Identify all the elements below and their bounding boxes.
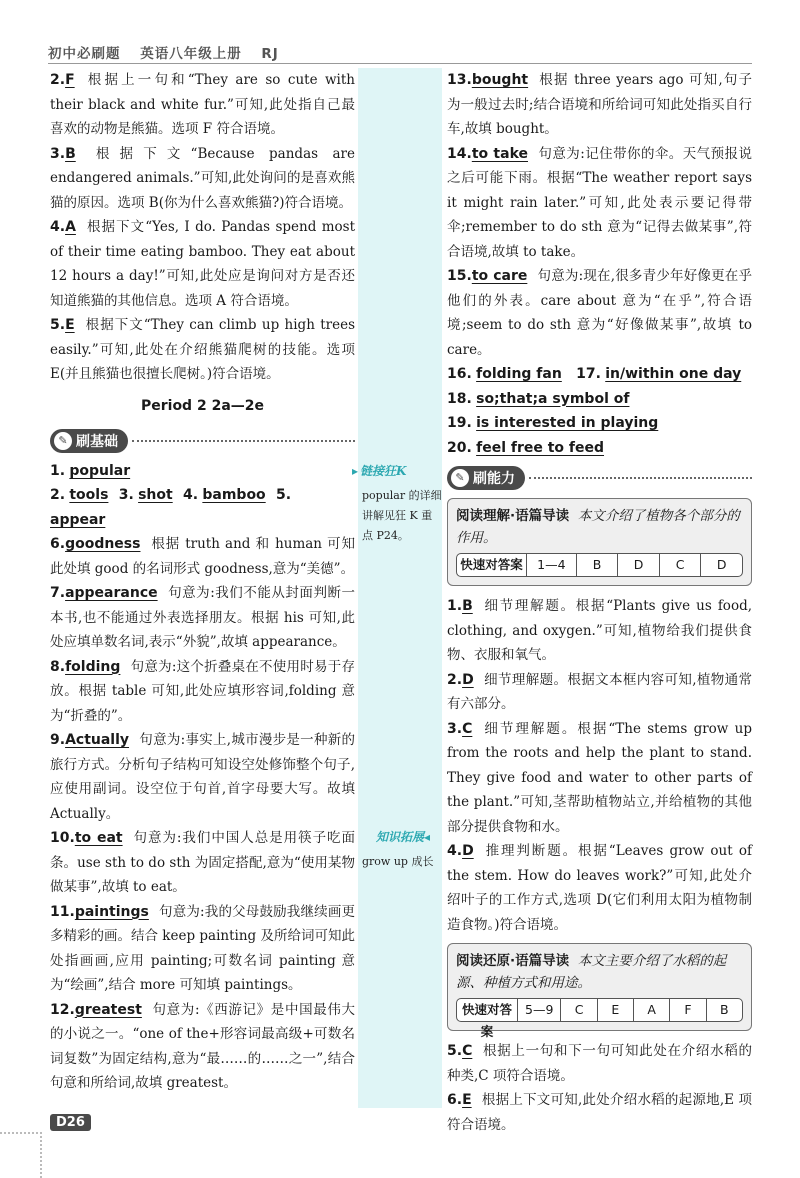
question-number: 3. [50, 145, 66, 162]
explanation-text: 根据上一句和“They are so cute with their black and white fur.”可知,此处指自己最喜欢的动物是熊猫。选项 F 符合语境。 [50, 72, 355, 137]
answer-text: D [462, 843, 474, 859]
question-number: 7. [50, 585, 66, 601]
margin-tag-link [352, 462, 406, 479]
answer-text: tools [69, 487, 109, 503]
guide-description: 本文介绍了植物各个部分的作用。 [456, 508, 740, 546]
quick-answer-range: 5—9 [517, 999, 560, 1021]
dotted-rule [132, 440, 355, 442]
answer-text: popular [69, 462, 131, 479]
question-number: 10. [50, 830, 75, 846]
answer-text: folding fan [476, 366, 562, 382]
quick-answer-table [456, 553, 743, 577]
explanation-text: 句意为:我们不能从封面判断一本书,也不能通过外表选择朋友。根据 his 可知,此处应填单数名词,表示“外貌”,故填 appearance。 [50, 585, 355, 650]
guide-title: 阅读理解 [456, 508, 510, 524]
answer-text: bought [471, 72, 529, 88]
guide-title: 阅读还原 [456, 953, 510, 969]
explanation-text: 细节理解题。根据“Plants give us food, clothing, and oxygen.”可知,植物给我们提供食物、衣服和氧气。 [447, 598, 752, 663]
guide-label: ·语篇导读 [510, 508, 570, 524]
quick-answer-label: 快速对答案 [460, 557, 523, 572]
answer-text: bamboo [202, 487, 266, 503]
explanation-text: 句意为:记住带你的伞。天气预报说之后可能下雨。根据“The weather report says it might rain later.”可知,此处表示要记得带伞;remember to do sth 意为“记得去做某事”,符合语境,故填 to take。 [447, 145, 752, 260]
explanation-text: 根据下文“Because pandas are endangered animals.”可知,此处询问的是喜欢熊猫的原因。选项 B(你为什么喜欢熊猫?)符合语境。 [50, 145, 355, 211]
left-column [50, 68, 355, 1096]
answer-text: B [65, 145, 76, 162]
running-header [48, 42, 293, 62]
answer-item [447, 717, 752, 840]
header-divider [48, 63, 752, 64]
quick-answer-cell: C [560, 999, 596, 1021]
answer-text: greatest [74, 1001, 142, 1018]
explanation-text: 根据下文“They can climb up high trees easily.”可知,此处在介绍熊猫爬树的技能。选项 E(并且熊猫也很擅长爬树。)符合语境。 [50, 317, 355, 382]
answer-text: to care [471, 268, 528, 284]
triangle-pointer-icon: ◂ [424, 830, 431, 844]
question-number: 20. [447, 439, 472, 456]
answer-row [50, 483, 355, 532]
quick-answer-label: 快速对答案 [462, 1002, 513, 1039]
answer-item [447, 668, 752, 717]
answer-text: E [462, 1092, 472, 1108]
question-number: 13. [447, 72, 472, 88]
answer-text: in/within one day [605, 366, 742, 382]
answer-text: Actually [65, 732, 130, 748]
answer-item [50, 142, 355, 216]
margin-tag-text: 知识拓展 [376, 830, 425, 844]
question-number: 18. [447, 390, 472, 407]
answer-text: goodness [65, 536, 141, 552]
section-header-ability [447, 464, 752, 492]
answer-item [447, 594, 752, 668]
quick-answer-cell: A [633, 999, 669, 1021]
question-number: 5. [447, 1043, 463, 1059]
edition-label: RJ [261, 46, 279, 62]
question-number: 5. [275, 487, 292, 503]
explanation-text: 根据上下文可知,此处介绍水稻的起源地,E 项符合语境。 [447, 1092, 752, 1133]
answer-text: to eat [74, 830, 123, 846]
explanation-text: 句意为:《西游记》是中国最伟大的小说之一。“one of the+形容词最高级+可数名词复数”为固定结构,意为“最……的……之一”,结合句意和所给词,故填 greatest。 [50, 1001, 355, 1091]
subject-title: 英语八年级上册 [140, 46, 242, 62]
answer-text: feel free to feed [476, 439, 605, 456]
answer-text: E [65, 317, 75, 333]
quick-answer-cell: D [617, 554, 659, 576]
quick-answer-cell: B [706, 999, 742, 1021]
quick-answer-table [456, 998, 743, 1039]
explanation-text: 根据上一句和下一句可知此处在介绍水稻的种类,C 项符合语境。 [447, 1043, 752, 1084]
explanation-text: 根据 truth and 和 human 可知此处填 good 的名词形式 goodness,意为“美德”。 [50, 536, 355, 577]
brush-icon: ✎ [451, 469, 469, 487]
explanation-text: 细节理解题。根据“The stems grow up from the roots and help the plant to stand. They give food and water to other parts of the plant.”可知,茎帮助植物站立,并给植物的其他部分提供食物和水。 [447, 720, 752, 835]
quick-answer-cell: D [700, 554, 742, 576]
explanation-text: 推理判断题。根据“Leaves grow out of the stem. How do leaves work?”可知,此处介绍叶子的工作方式,选项 D(它们利用太阳为植物制造食物。)符合语境。 [447, 843, 752, 933]
answer-item [447, 142, 752, 265]
question-number: 15. [447, 268, 472, 284]
section-title: 刷基础 [76, 433, 118, 450]
question-number: 1. [447, 598, 463, 614]
answer-text: is interested in playing [476, 415, 659, 431]
margin-notes [352, 68, 442, 1108]
answer-row [447, 411, 752, 436]
answer-text: F [65, 72, 75, 88]
reading-guide-box [447, 943, 752, 1039]
answer-item [50, 532, 355, 581]
question-number: 4. [447, 843, 463, 859]
answer-row [447, 362, 752, 387]
section-title: 刷能力 [473, 471, 515, 487]
decorative-dots [0, 1132, 42, 1134]
question-number: 4. [50, 219, 66, 235]
explanation-text: 根据 three years ago 可知,句子为一般过去时;结合语境和所给词可知此处指买自行车,故填 bought。 [447, 72, 752, 137]
answer-item [50, 900, 355, 998]
margin-note: popular 的详细讲解见狂 K 重点 P24。 [362, 489, 442, 542]
answer-item [50, 68, 355, 142]
question-number: 3. [447, 720, 463, 737]
brush-icon: ✎ [54, 432, 72, 450]
decorative-dots [40, 1132, 42, 1178]
question-number: 1. [50, 462, 66, 479]
question-number: 16. [447, 366, 472, 382]
answer-text: D [462, 671, 474, 688]
answer-item [50, 998, 355, 1096]
answer-text: shot [138, 487, 173, 503]
question-number: 2. [50, 487, 66, 503]
quick-answer-cell: E [597, 999, 633, 1021]
question-number: 2. [50, 72, 66, 88]
quick-answer-range: 1—4 [526, 554, 576, 576]
answer-item [447, 264, 752, 362]
question-number: 12. [50, 1001, 75, 1018]
question-number: 3. [118, 487, 134, 503]
period-heading: Period 2 2a—2e [140, 397, 264, 414]
question-number: 6. [447, 1092, 463, 1108]
answer-text: so;that;a symbol of [476, 390, 630, 407]
answer-text: C [462, 720, 473, 737]
question-number: 2. [447, 671, 463, 688]
section-header-basic [50, 427, 355, 455]
right-column [447, 68, 752, 1137]
answer-text: to take [471, 145, 528, 162]
explanation-text: 句意为:我的父母鼓励我继续画更多精彩的画。结合 keep painting 及所给词可知此处指画画,应用 painting;可数名词 painting 意为“绘画”,结合 more 可知填 paintings。 [50, 903, 355, 993]
explanation-text: 句意为:现在,很多青少年好像更在乎他们的外表。care about 意为“在乎”,符合语境;seem to do sth 意为“好像做某事”,故填 to care。 [447, 268, 752, 358]
quick-answer-cell: B [576, 554, 618, 576]
answer-row [50, 459, 355, 484]
answer-text: paintings [74, 903, 149, 920]
question-number: 17. [576, 366, 601, 382]
answer-item [447, 1039, 752, 1088]
answer-item [50, 581, 355, 655]
explanation-text: 细节理解题。根据文本框内容可知,植物通常有六部分。 [447, 671, 752, 712]
answer-item [50, 215, 355, 313]
question-number: 11. [50, 903, 75, 920]
page-number: D26 [50, 1114, 91, 1131]
quick-answer-cell: C [659, 554, 701, 576]
answer-row [447, 387, 752, 412]
question-number: 19. [447, 415, 472, 431]
margin-note: grow up 成长 [362, 855, 434, 868]
answer-text: appear [50, 511, 106, 528]
explanation-text: 句意为:事实上,城市漫步是一种新的旅行方式。分析句子结构可知设空处修饰整个句子,应使用副词。设空位于句首,首字母要大写。故填 Actually。 [50, 732, 355, 822]
dotted-rule [529, 477, 752, 479]
answer-row [447, 436, 752, 461]
answer-text: appearance [65, 585, 158, 601]
margin-tag-extend [376, 828, 432, 845]
question-number: 6. [50, 536, 66, 552]
answer-text: B [462, 598, 473, 614]
answer-item [50, 826, 355, 900]
explanation-text: 句意为:我们中国人总是用筷子吃面条。use sth to do sth 为固定搭配,意为“使用某物做某事”,故填 to eat。 [50, 830, 355, 895]
reading-guide-box [447, 498, 752, 586]
answer-item [447, 1088, 752, 1137]
guide-description: 本文主要介绍了水稻的起源、种植方式和用途。 [456, 953, 727, 991]
question-number: 9. [50, 732, 66, 748]
answer-item [447, 68, 752, 142]
section-badge [50, 429, 128, 453]
answer-text: A [65, 219, 76, 235]
section-badge [447, 466, 525, 490]
explanation-text: 根据下文“Yes, I do. Pandas spend most of their time eating bamboo. They eat about 12 hours a day!”可知,此处应是询问对方是否还知道熊猫的其他信息。选项 A 符合语境。 [50, 219, 355, 309]
explanation-text: 句意为:这个折叠桌在不使用时易于存放。根据 table 可知,此处应填形容词,folding 意为“折叠的”。 [50, 658, 355, 724]
question-number: 4. [183, 487, 199, 503]
answer-item [447, 839, 752, 937]
answer-item [50, 313, 355, 387]
answer-item [50, 655, 355, 729]
guide-text [456, 505, 743, 549]
margin-tag-text: 链接狂K [360, 464, 407, 478]
question-number: 14. [447, 145, 472, 162]
answer-text: folding [65, 658, 121, 675]
question-number: 5. [50, 317, 66, 333]
answer-text: C [462, 1043, 473, 1059]
triangle-pointer-icon: ▸ [352, 464, 359, 478]
quick-answer-cell: F [669, 999, 705, 1021]
answer-item [50, 728, 355, 826]
guide-text [456, 950, 743, 994]
question-number: 8. [50, 658, 66, 675]
guide-label: ·语篇导读 [510, 953, 570, 969]
book-title: 初中必刷题 [48, 46, 121, 62]
